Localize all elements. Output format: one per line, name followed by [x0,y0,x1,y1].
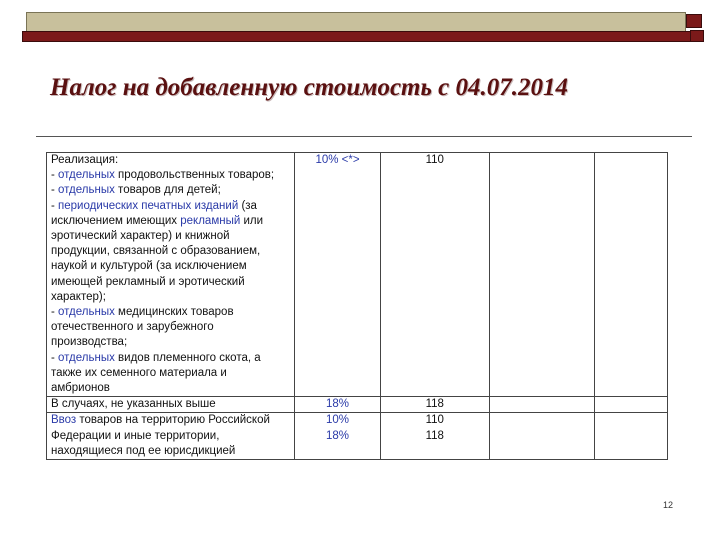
text-fragment: отдельных [58,169,115,182]
text-fragment: также их семенного материала и [51,366,227,379]
description-line [51,275,290,290]
description-cell [47,153,295,397]
description-cell [47,413,295,460]
calc-rate-value: 110 [425,414,444,427]
description-line [51,320,290,335]
empty-cell [594,397,667,413]
text-fragment: товаров для детей; [114,184,221,197]
text-fragment: амбрионов [51,382,110,395]
title-divider [36,136,692,137]
description-line [51,381,290,396]
text-fragment: имеющей рекламный и эротический [51,275,245,288]
text-fragment: производства; [51,336,128,349]
description-line [51,305,290,320]
empty-cell [594,153,667,397]
calc-rate-value: 118 [425,429,444,442]
description-line [51,366,290,381]
text-fragment: рекламный [180,214,241,227]
text-fragment: - [51,351,59,364]
description-line [51,199,290,214]
table-row [47,413,668,460]
text-fragment: наукой и культурой (за исключением [51,260,247,273]
text-fragment: - [51,199,59,212]
text-fragment: периодических печатных изданий [58,199,239,212]
rate-value: 18% [326,398,350,411]
calc-rate-cell [380,153,489,397]
rate-value: 10% [326,414,350,427]
text-fragment: - [51,184,59,197]
empty-cell [489,413,594,460]
description-line [51,168,290,183]
description-line [51,397,290,412]
text-fragment: видов племенного скота, а [114,351,261,364]
description-line [51,214,290,229]
description-line [51,244,290,259]
text-fragment: отдельных [58,184,115,197]
header-decor-square [686,14,702,28]
rate-value: 10% <*> [315,154,360,166]
description-line [51,351,290,366]
description-line [51,429,290,444]
description-cell [47,397,295,413]
empty-cell [594,413,667,460]
table-row [47,153,668,397]
description-line [51,335,290,350]
rate-cell [295,153,381,397]
rate-cell [295,397,381,413]
text-fragment: характер); [51,290,106,303]
page-number: 12 [663,500,674,510]
calc-rate-cell [380,413,489,460]
slide-title: Налог на добавленную стоимость с 04.07.2014 [50,74,569,101]
text-fragment: Ввоз [51,414,77,427]
text-fragment: отечественного и зарубежного [51,321,214,334]
description-line [51,183,290,198]
text-fragment: продовольственных товаров; [114,169,275,182]
text-fragment: медицинских товаров [114,306,234,319]
text-fragment: отдельных [58,351,115,364]
text-fragment: В случаях, не указанных выше [51,398,216,411]
description-line [51,290,290,305]
text-fragment: находящиеся под ее юрисдикцией [51,444,236,457]
text-fragment: товаров на территорию Российской [76,414,270,427]
text-fragment: эротический характер) и книжной [51,230,230,243]
text-fragment: - [51,306,59,319]
text-fragment: Федерации и иные территории, [51,429,220,442]
calc-rate-value: 118 [425,398,444,411]
description-line [51,153,290,168]
empty-cell [489,397,594,413]
description-line [51,229,290,244]
description-line [51,259,290,274]
text-fragment: исключением имеющих [51,214,181,227]
header-decor-bar-dark [22,31,692,42]
text-fragment: Реализация: [51,154,119,166]
text-fragment: отдельных [58,306,115,319]
rate-cell [295,413,381,460]
text-fragment: (за [238,199,257,212]
table-row [47,397,668,413]
empty-cell [489,153,594,397]
header-decor-bar-light [26,12,686,33]
header-decor-square-small [690,30,704,42]
text-fragment: или [240,214,264,227]
vat-rates-table [46,152,668,460]
text-fragment: продукции, связанной с образованием, [51,245,261,258]
description-line [51,444,290,459]
rate-value: 18% [326,429,350,442]
calc-rate-cell [380,397,489,413]
text-fragment: - [51,169,59,182]
description-line [51,413,290,428]
calc-rate-value: 110 [425,154,444,166]
